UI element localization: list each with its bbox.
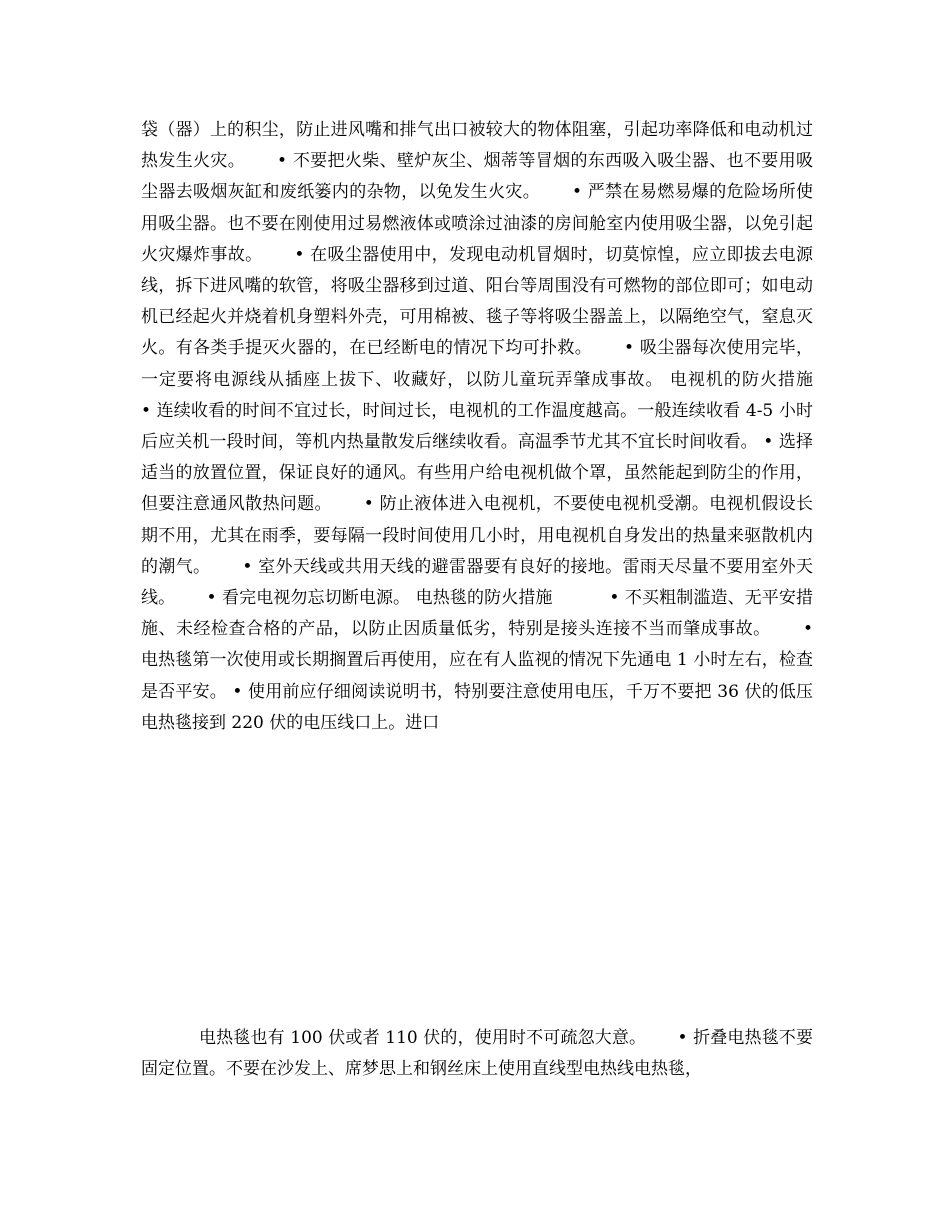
body-paragraph-1: 袋（器）上的积尘，防止进风嘴和排气出口被较大的物体阻塞，引起功率降低和电动机过热发生火灾。 • 不要把火柴、壁炉灰尘、烟蒂等冒烟的东西吸入吸尘器、也不要用吸尘器去吸烟灰缸和废纸篓内的杂物，以免发生火灾。 • 严禁在易燃易爆的危险场所使用吸尘器。也不要在刚使用过易燃液体或喷涂过油漆的房间舱室内使用吸尘器，以免引起火灾爆炸事故。 • 在吸尘器使用中，发现电动机冒烟时，切莫惊惶，应立即拔去电源线，拆下进风嘴的软管，将吸尘器移到过道、阳台等周围没有可燃物的部位即可；如电动机已经起火并烧着机身塑料外壳，可用棉被、毯子等将吸尘器盖上，以隔绝空气，窒息灭火。有各类手提灭火器的，在已经断电的情况下均可扑救。 • 吸尘器每次使用完毕，一定要将电源线从插座上拔下、收藏好，以防儿童玩弄肇成事故。 电视机的防火措施 • 连续收看的时间不宜过长，时间过长，电视机的工作温度越高。一般连续收看 4-5 小时后应关机一段时间，等机内热量散发后继续收看。高温季节尤其不宜长时间收看。 • 选择适当的放置位置，保证良好的通风。有些用户给电视机做个罩，虽然能起到防尘的作用，但要注意通风散热问题。 • 防止液体进入电视机，不要使电视机受潮。电视机假设长期不用，尤其在雨季，要每隔一段时间使用几小时，用电视机自身发出的热量来驱散机内的潮气。 • 室外天线或共用天线的避雷器要有良好的接地。雷雨天尽量不要用室外天线。 • 看完电视勿忘切断电源。 电热毯的防火措施 • 不买粗制滥造、无平安措施、未经检查合格的产品，以防止因质量低劣，特别是接头连接不当而肇成事故。 • 电热毯第一次使用或长期搁置后再使用，应在有人监视的情况下先通电 1 小时左右，检查是否平安。 • 使用前应仔细阅读说明书，特别要注意使用电压，千万不要把 36 伏的低压电热毯接到 220 伏的电压线口上。进口 <box>141 120 853 733</box>
body-paragraph-2: 电热毯也有 100 伏或者 110 伏的，使用时不可疏忽大意。 • 折叠电热毯不要固定位置。不要在沙发上、席梦思上和钢丝床上使用直线型电热线电热毯， <box>141 1028 813 1080</box>
